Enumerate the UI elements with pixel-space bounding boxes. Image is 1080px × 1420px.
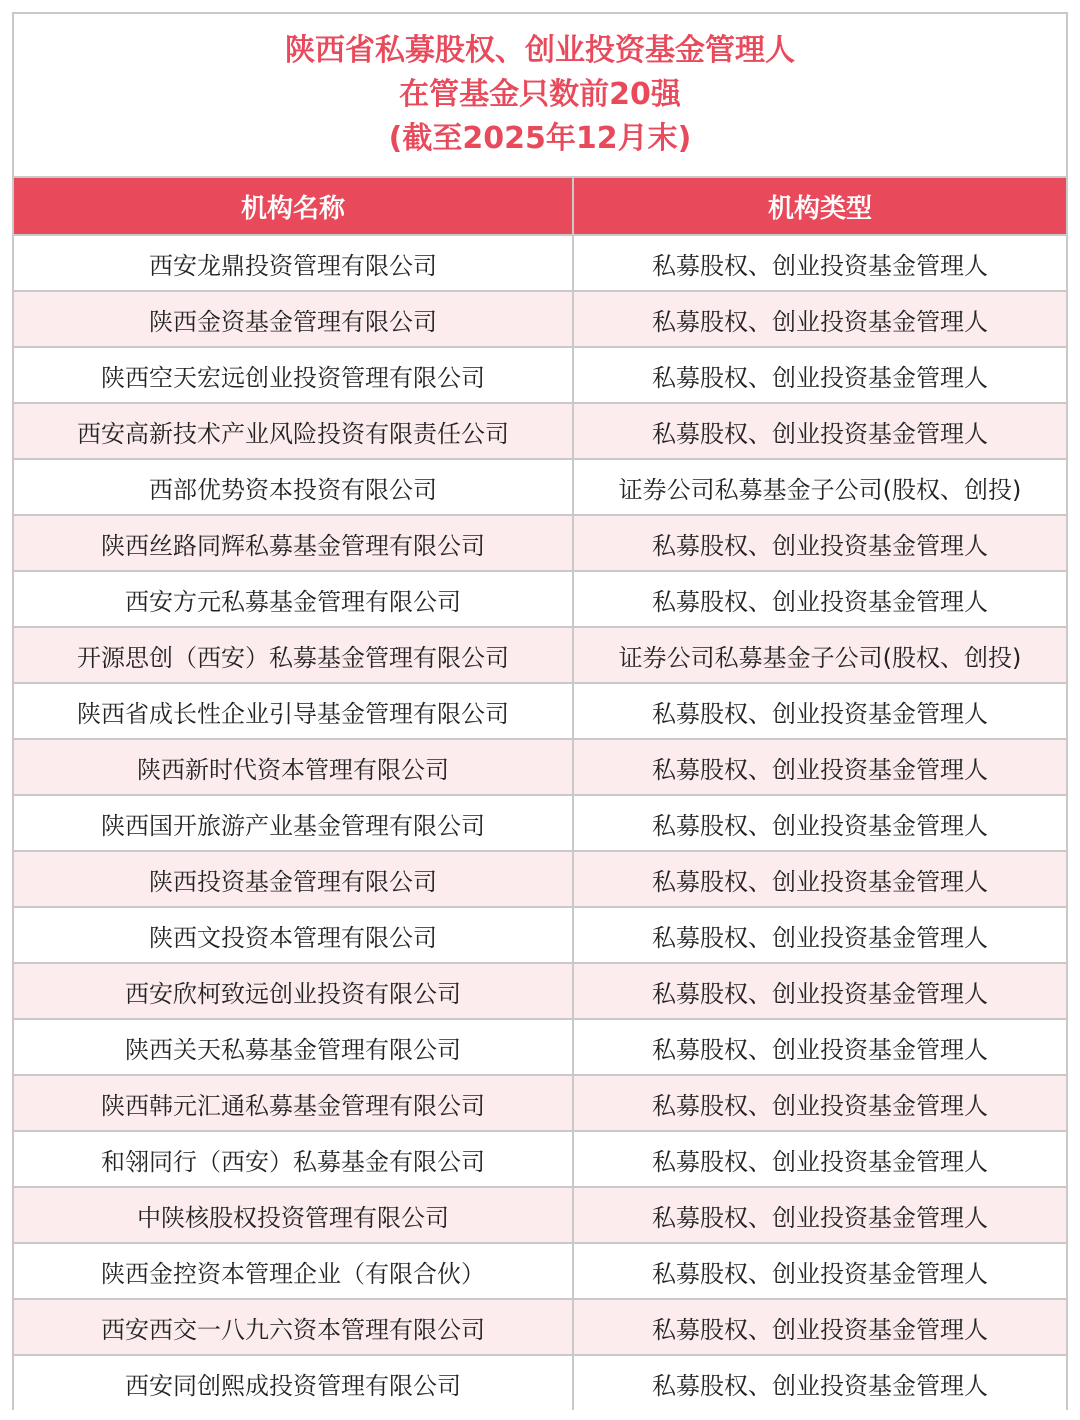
table-row (14, 571, 1066, 627)
cell-type: 私募股权、创业投资基金管理人 (573, 739, 1066, 795)
cell-name: 陕西韩元汇通私募基金管理有限公司 (14, 1075, 573, 1131)
cell-name: 陕西投资基金管理有限公司 (14, 851, 573, 907)
cell-type: 私募股权、创业投资基金管理人 (573, 1131, 1066, 1187)
cell-name: 西安高新技术产业风险投资有限责任公司 (14, 403, 573, 459)
table-row (14, 1019, 1066, 1075)
table-row (14, 1355, 1066, 1410)
title-line-2: 在管基金只数前20强 (399, 77, 681, 112)
table-row (14, 795, 1066, 851)
cell-name: 西安西交一八九六资本管理有限公司 (14, 1299, 573, 1355)
table-row (14, 235, 1066, 291)
table-row (14, 907, 1066, 963)
table-row (14, 1187, 1066, 1243)
title-line-1: 陕西省私募股权、创业投资基金管理人 (285, 33, 795, 68)
cell-type: 私募股权、创业投资基金管理人 (573, 1299, 1066, 1355)
table-row (14, 515, 1066, 571)
table-row (14, 347, 1066, 403)
cell-type: 私募股权、创业投资基金管理人 (573, 683, 1066, 739)
cell-type: 私募股权、创业投资基金管理人 (573, 347, 1066, 403)
table-header-row (14, 178, 1066, 235)
cell-name: 西部优势资本投资有限公司 (14, 459, 573, 515)
cell-name: 陕西新时代资本管理有限公司 (14, 739, 573, 795)
cell-name: 西安龙鼎投资管理有限公司 (14, 235, 573, 291)
table-row (14, 403, 1066, 459)
cell-name: 陕西省成长性企业引导基金管理有限公司 (14, 683, 573, 739)
cell-type: 私募股权、创业投资基金管理人 (573, 851, 1066, 907)
table-row (14, 739, 1066, 795)
cell-type: 私募股权、创业投资基金管理人 (573, 403, 1066, 459)
cell-name: 陕西金控资本管理企业（有限合伙） (14, 1243, 573, 1299)
cell-type: 私募股权、创业投资基金管理人 (573, 235, 1066, 291)
table-row (14, 291, 1066, 347)
cell-name: 陕西关天私募基金管理有限公司 (14, 1019, 573, 1075)
header-institution-name: 机构名称 (14, 178, 573, 235)
cell-type: 证券公司私募基金子公司(股权、创投) (573, 627, 1066, 683)
cell-type: 私募股权、创业投资基金管理人 (573, 1075, 1066, 1131)
table-row (14, 963, 1066, 1019)
table-row (14, 459, 1066, 515)
title-block (14, 14, 1066, 178)
cell-type: 私募股权、创业投资基金管理人 (573, 1187, 1066, 1243)
cell-type: 私募股权、创业投资基金管理人 (573, 571, 1066, 627)
cell-name: 西安同创熙成投资管理有限公司 (14, 1355, 573, 1410)
table-row (14, 1243, 1066, 1299)
cell-type: 私募股权、创业投资基金管理人 (573, 963, 1066, 1019)
cell-type: 私募股权、创业投资基金管理人 (573, 907, 1066, 963)
cell-type: 私募股权、创业投资基金管理人 (573, 291, 1066, 347)
table-row (14, 683, 1066, 739)
cell-name: 西安欣柯致远创业投资有限公司 (14, 963, 573, 1019)
cell-name: 陕西丝路同辉私募基金管理有限公司 (14, 515, 573, 571)
cell-name: 陕西空天宏远创业投资管理有限公司 (14, 347, 573, 403)
title-line-3: (截至2025年12月末) (388, 121, 692, 156)
table-row (14, 1075, 1066, 1131)
table-row (14, 1131, 1066, 1187)
cell-name: 中陕核股权投资管理有限公司 (14, 1187, 573, 1243)
cell-type: 私募股权、创业投资基金管理人 (573, 515, 1066, 571)
cell-name: 陕西文投资本管理有限公司 (14, 907, 573, 963)
cell-type: 私募股权、创业投资基金管理人 (573, 1019, 1066, 1075)
cell-name: 陕西国开旅游产业基金管理有限公司 (14, 795, 573, 851)
cell-name: 西安方元私募基金管理有限公司 (14, 571, 573, 627)
cell-name: 陕西金资基金管理有限公司 (14, 291, 573, 347)
table-row (14, 1299, 1066, 1355)
cell-type: 私募股权、创业投资基金管理人 (573, 795, 1066, 851)
cell-name: 和翎同行（西安）私募基金有限公司 (14, 1131, 573, 1187)
ranking-table-card (12, 12, 1068, 1410)
header-institution-type: 机构类型 (573, 178, 1066, 235)
cell-type: 私募股权、创业投资基金管理人 (573, 1243, 1066, 1299)
cell-name: 开源思创（西安）私募基金管理有限公司 (14, 627, 573, 683)
cell-type: 证券公司私募基金子公司(股权、创投) (573, 459, 1066, 515)
institution-table (14, 178, 1066, 1410)
table-row (14, 851, 1066, 907)
cell-type: 私募股权、创业投资基金管理人 (573, 1355, 1066, 1410)
table-row (14, 627, 1066, 683)
